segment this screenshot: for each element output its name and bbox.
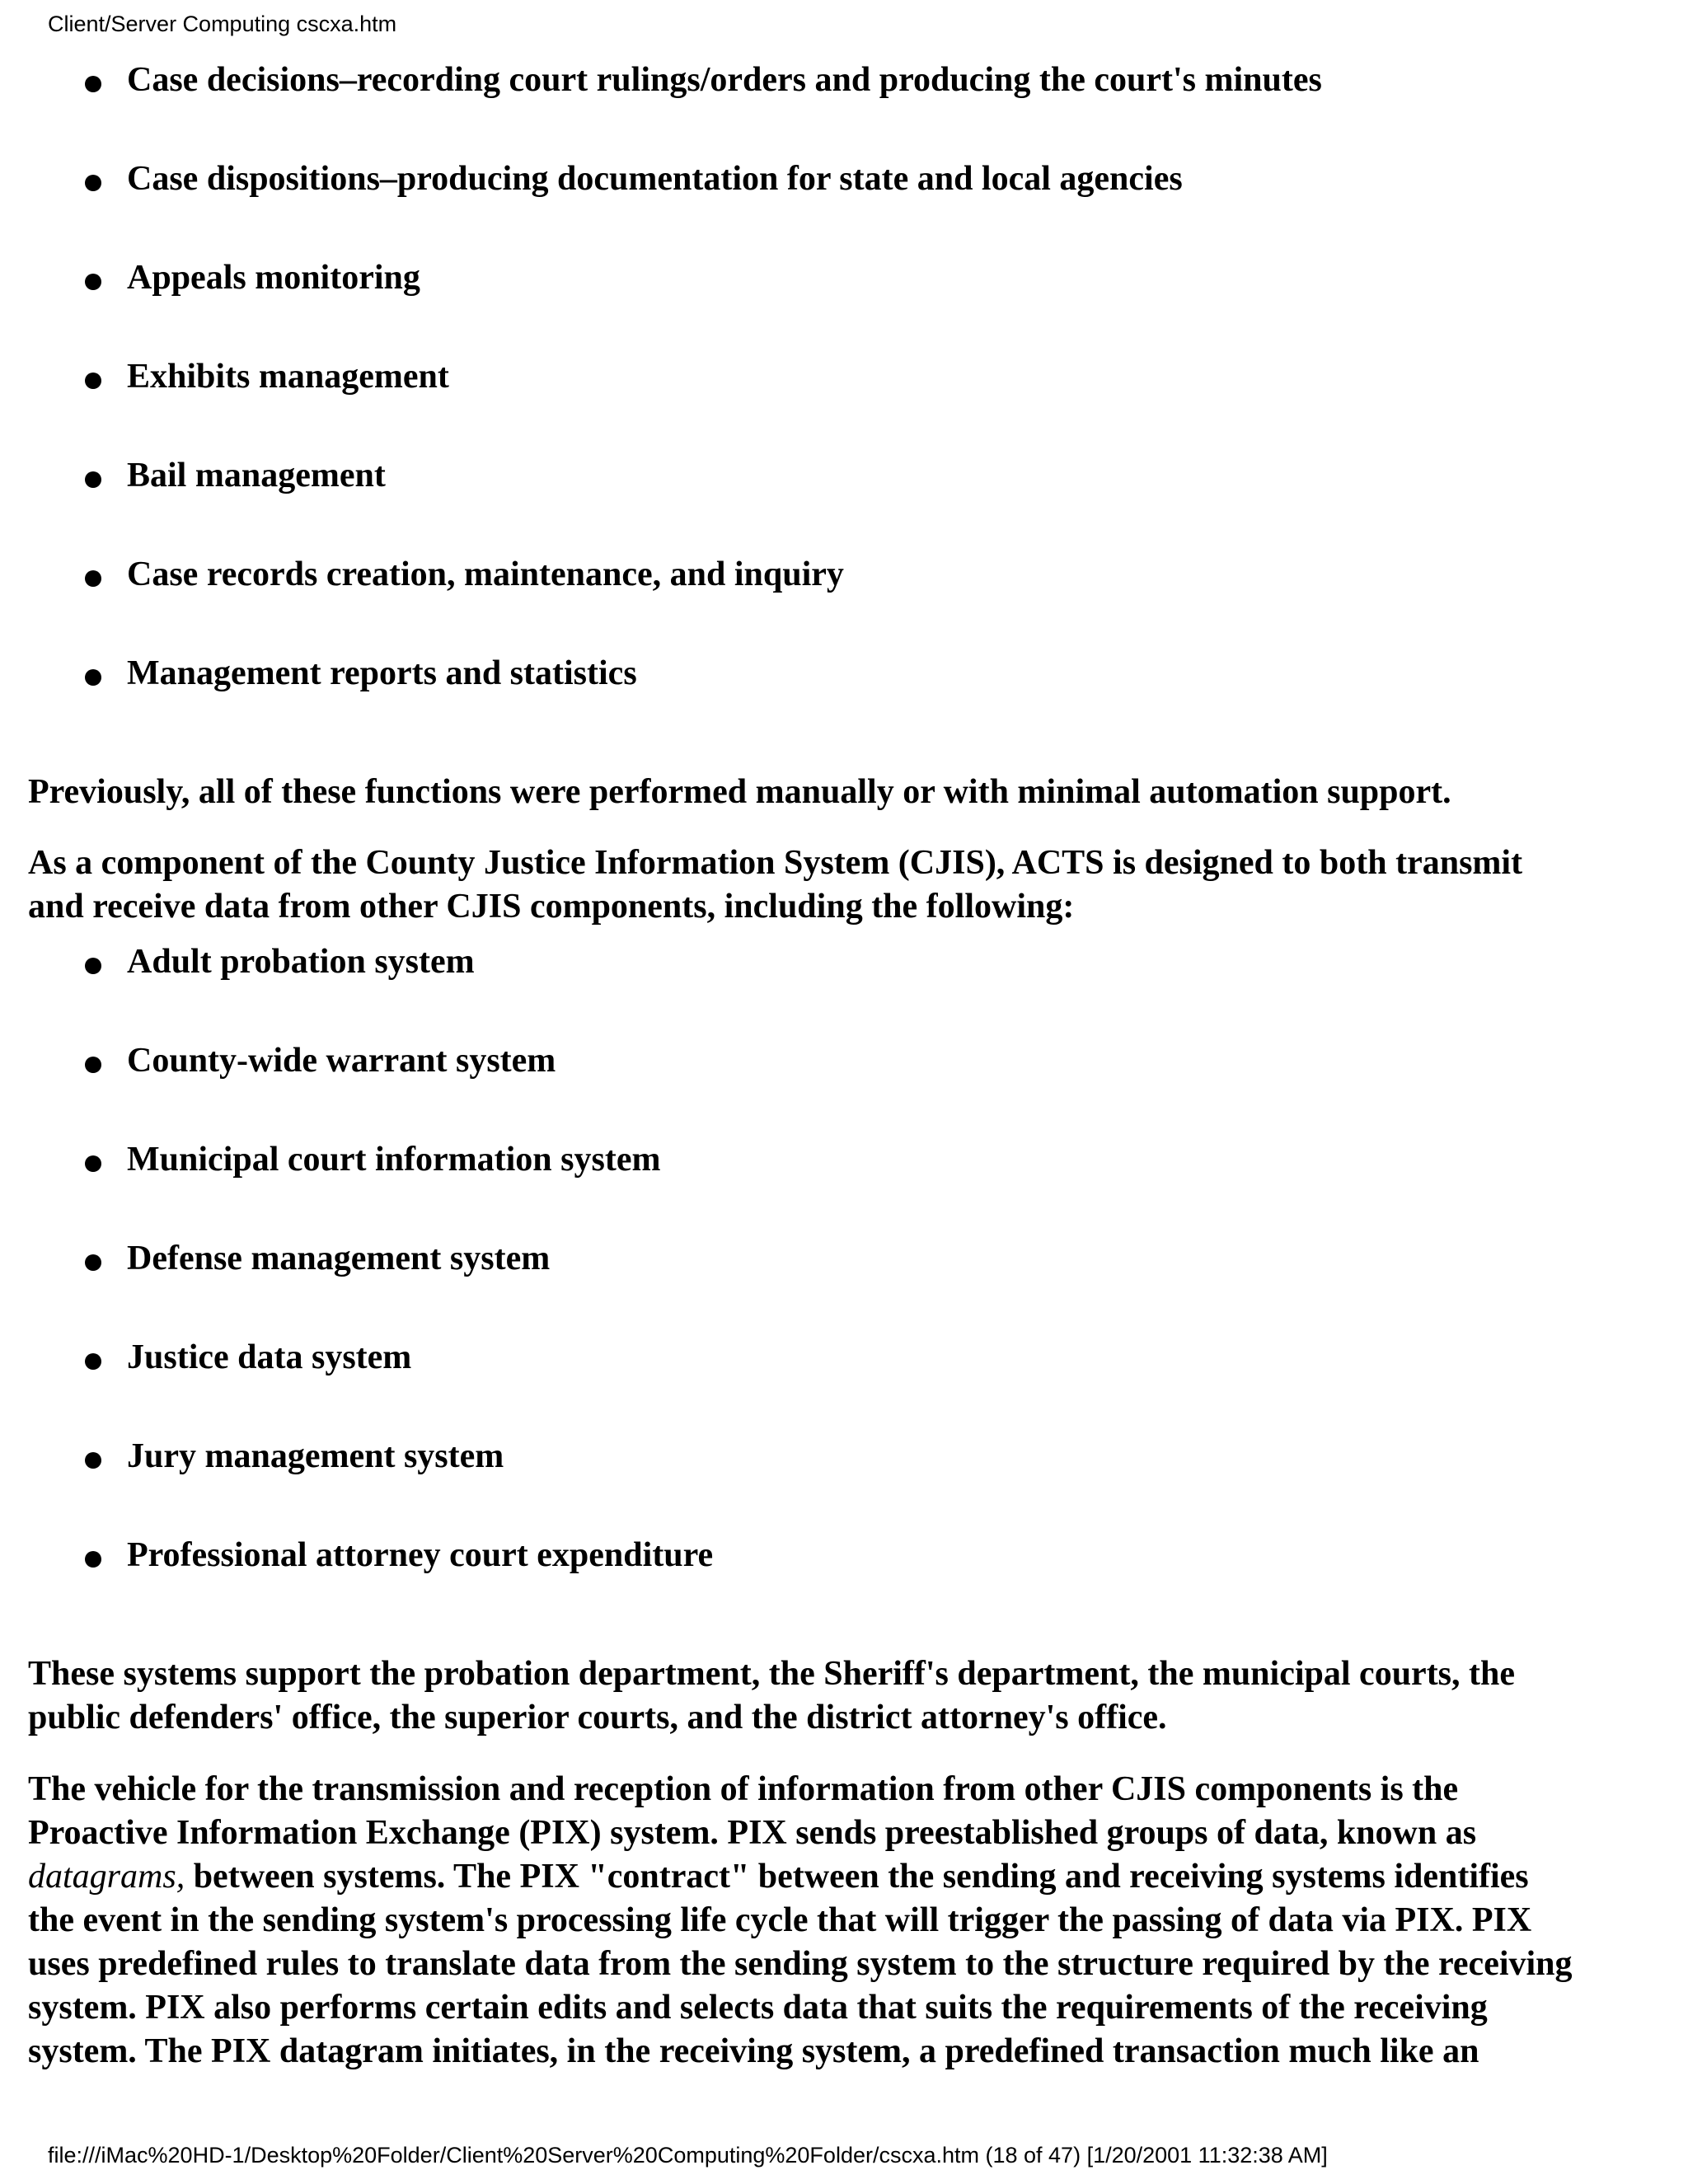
list-item: Defense management system	[127, 1237, 550, 1281]
paragraph-systems-support	[28, 1652, 1660, 1740]
list-item: Jury management system	[127, 1435, 504, 1479]
datagrams-term: datagrams,	[28, 1858, 185, 1896]
list-item: Municipal court information system	[127, 1138, 660, 1182]
list-item: Appeals monitoring	[127, 256, 420, 300]
page-footer-path: file:///iMac%20HD-1/Desktop%20Folder/Client%20Server%20Computing%20Folder/cscxa.htm (18 of 47) [1/20/2001 11:32:38 AM]	[48, 2143, 1328, 2168]
paragraph-line: Proactive Information Exchange (PIX) system. PIX sends preestablished groups of data, known as	[28, 1814, 1477, 1852]
paragraph-line: system. PIX also performs certain edits and selects data that suits the requirements of the receiving	[28, 1989, 1488, 2027]
paragraph-cjis-component	[28, 841, 1660, 929]
paragraph-line: As a component of the County Justice Information System (CJIS), ACTS is designed to both transmit	[28, 844, 1523, 882]
paragraph-line: public defenders' office, the superior courts, and the district attorney's office.	[28, 1699, 1167, 1736]
list-item: Professional attorney court expenditure	[127, 1534, 713, 1577]
list-item: Exhibits management	[127, 355, 449, 399]
paragraph-line: between systems. The PIX "contract" between the sending and receiving systems identifies	[185, 1858, 1529, 1896]
list-item: Management reports and statistics	[127, 652, 637, 696]
list-item: County-wide warrant system	[127, 1039, 556, 1083]
page-header-title: Client/Server Computing cscxa.htm	[48, 12, 397, 36]
paragraph-pix-vehicle	[28, 1768, 1660, 2074]
paragraph-line: uses predefined rules to translate data from the sending system to the structure required by the receiving	[28, 1945, 1573, 1983]
paragraph-line: system. The PIX datagram initiates, in the receiving system, a predefined transaction much like an	[28, 2032, 1479, 2070]
paragraph-line: The vehicle for the transmission and reception of information from other CJIS components is the	[28, 1770, 1459, 1808]
paragraph-previously: Previously, all of these functions were performed manually or with minimal automation support.	[28, 773, 1451, 811]
list-item: Case dispositions–producing documentation for state and local agencies	[127, 157, 1183, 201]
paragraph-line: and receive data from other CJIS components, including the following:	[28, 888, 1075, 926]
list-item: Adult probation system	[127, 940, 475, 984]
paragraph-line: the event in the sending system's processing life cycle that will trigger the passing of data via PIX. PIX	[28, 1901, 1532, 1939]
list-item: Justice data system	[127, 1336, 411, 1380]
paragraph-line: These systems support the probation department, the Sheriff's department, the municipal courts, the	[28, 1655, 1516, 1693]
list-item: Case decisions–recording court rulings/orders and producing the court's minutes	[127, 59, 1322, 102]
list-item: Bail management	[127, 454, 386, 498]
list-item: Case records creation, maintenance, and inquiry	[127, 553, 844, 597]
